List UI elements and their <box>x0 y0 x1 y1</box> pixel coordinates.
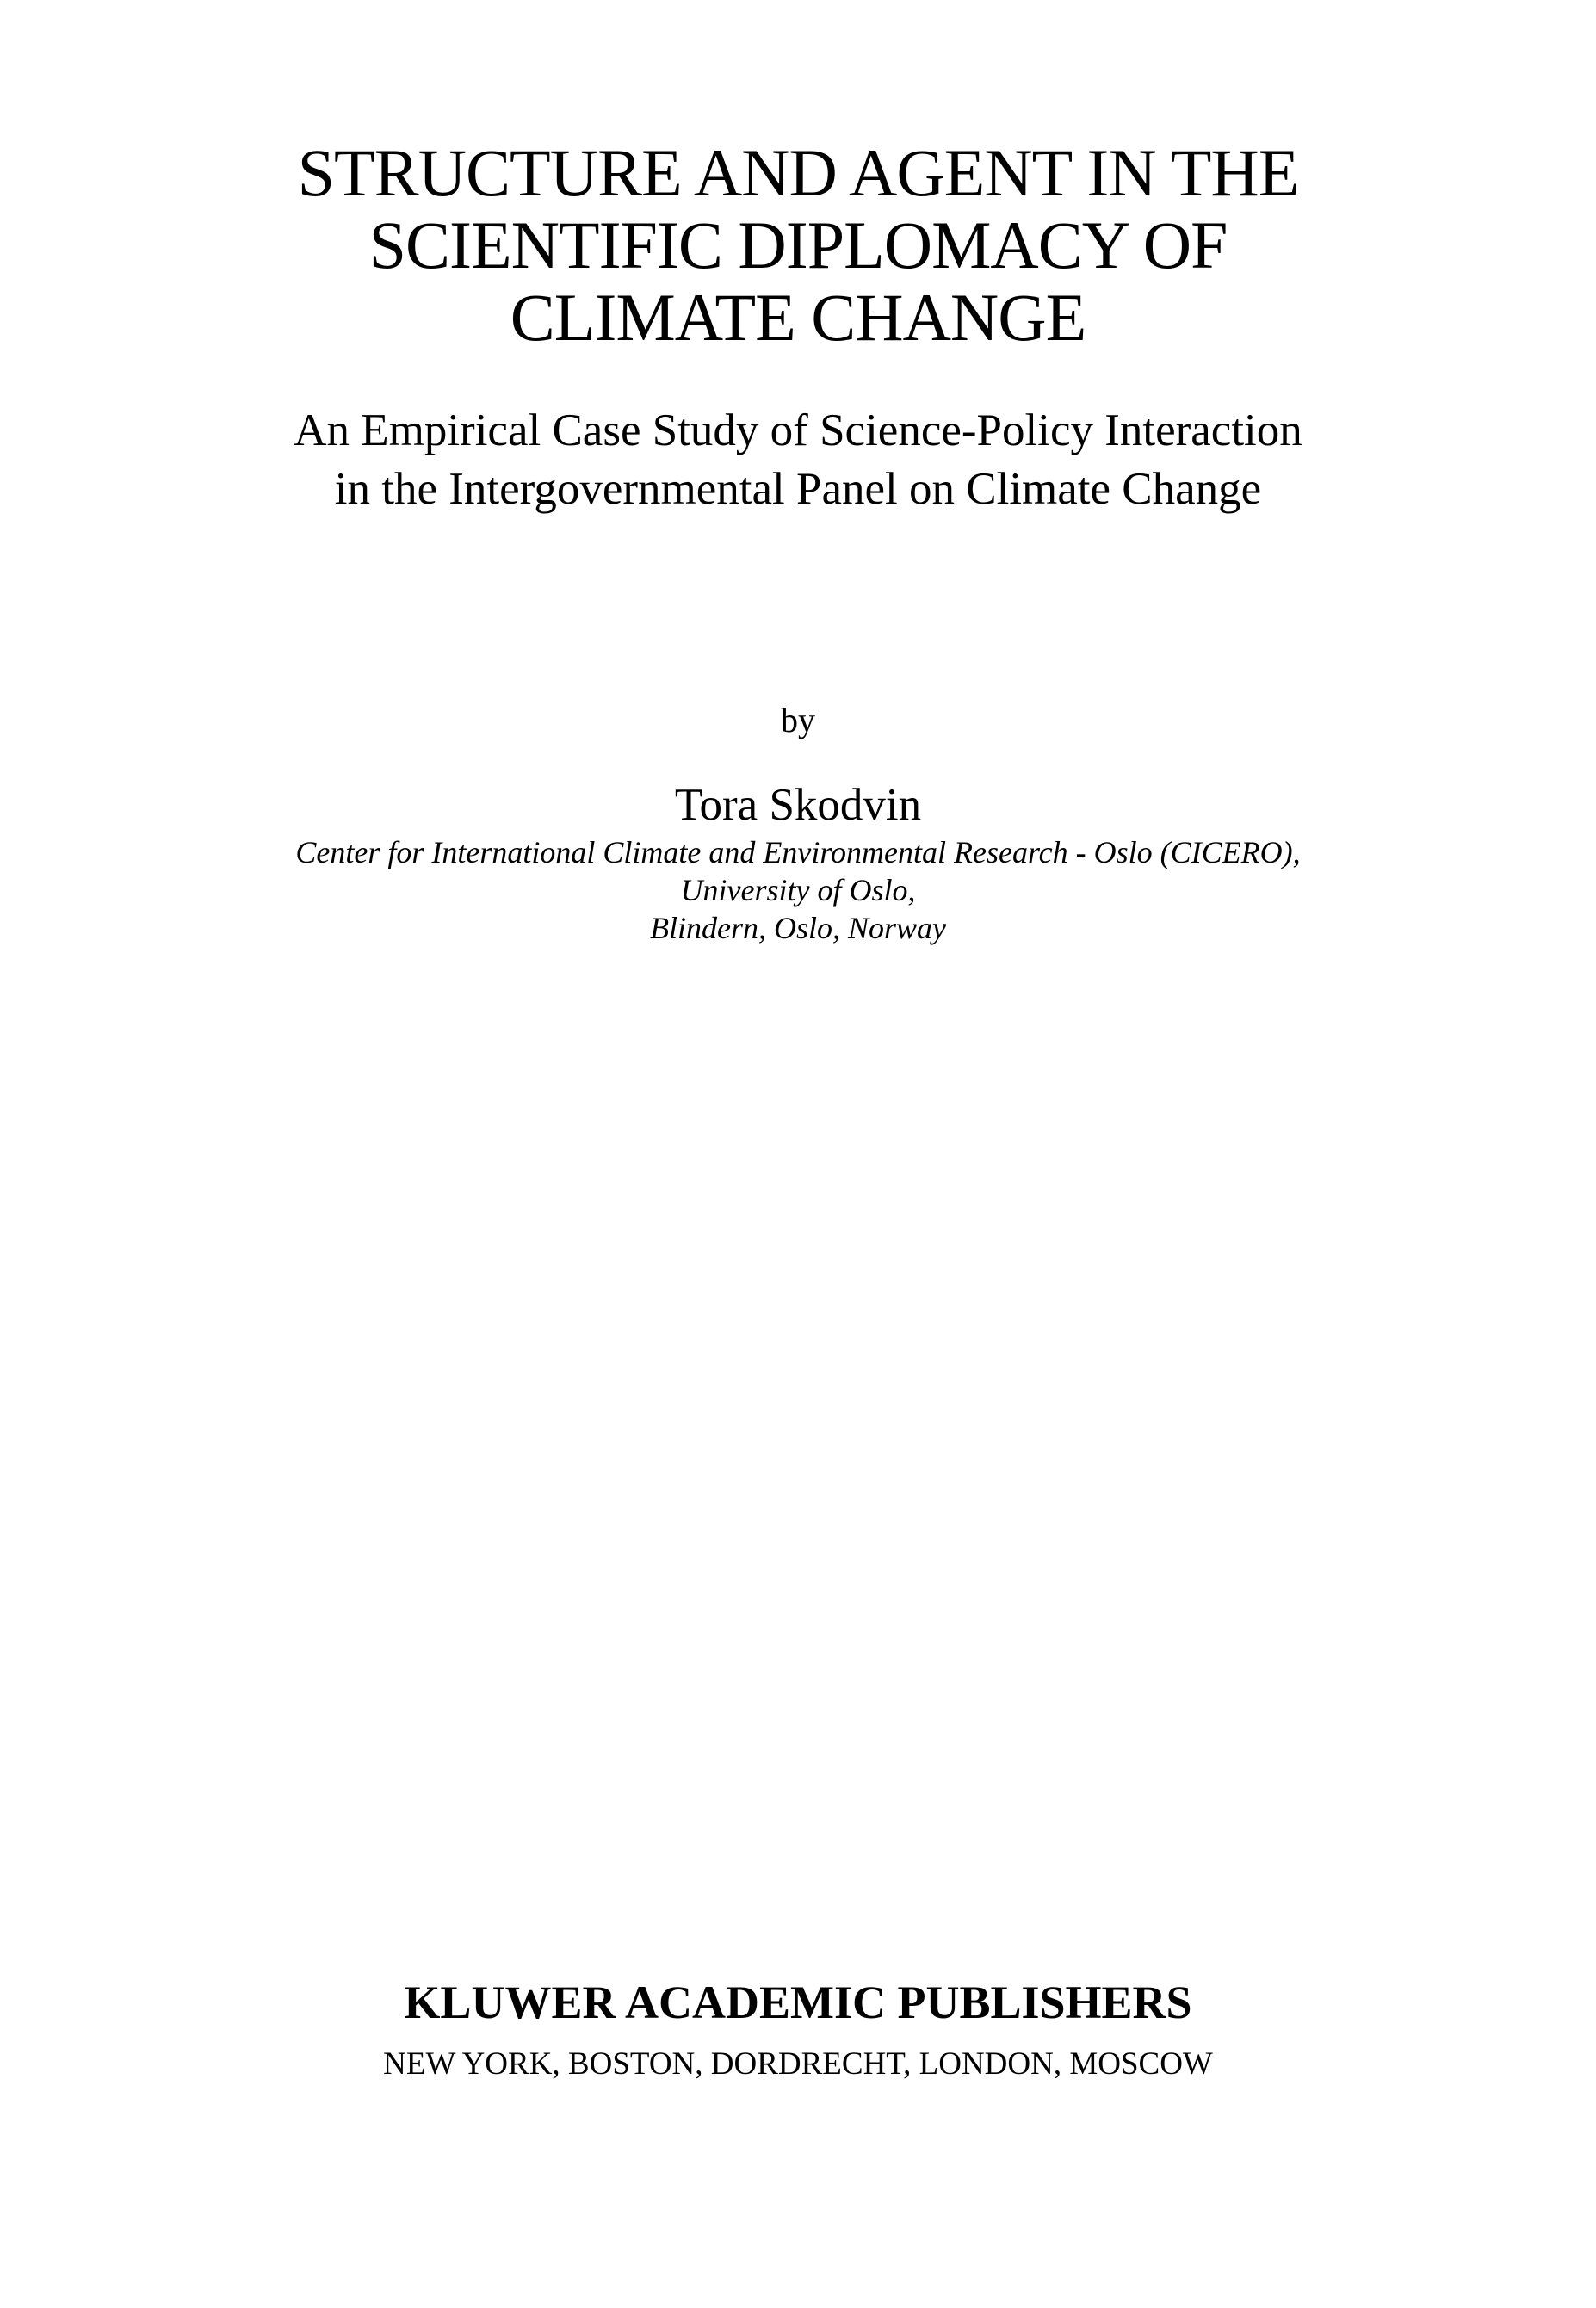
affiliation-line-3: Blindern, Oslo, Norway <box>649 911 946 945</box>
author-name: Tora Skodvin <box>674 780 922 830</box>
book-title-line-3: CLIMATE CHANGE <box>510 280 1086 355</box>
book-subtitle-line-2: in the Intergovernmental Panel on Climate Change <box>334 464 1262 514</box>
publisher-name: KLUWER ACADEMIC PUBLISHERS <box>404 1977 1192 2028</box>
affiliation-line-2: University of Oslo, <box>680 873 916 907</box>
book-title-line-1: STRUCTURE AND AGENT IN THE <box>297 135 1299 210</box>
book-title-line-2: SCIENTIFIC DIPLOMACY OF <box>368 207 1228 282</box>
book-subtitle-line-1: An Empirical Case Study of Science-Policy Interaction <box>294 405 1302 455</box>
affiliation-line-1: Center for International Climate and Environmental Research - Oslo (CICERO), <box>295 835 1301 869</box>
by-label: by <box>781 701 815 739</box>
publisher-cities: NEW YORK, BOSTON, DORDRECHT, LONDON, MOSCOW <box>383 2046 1213 2082</box>
